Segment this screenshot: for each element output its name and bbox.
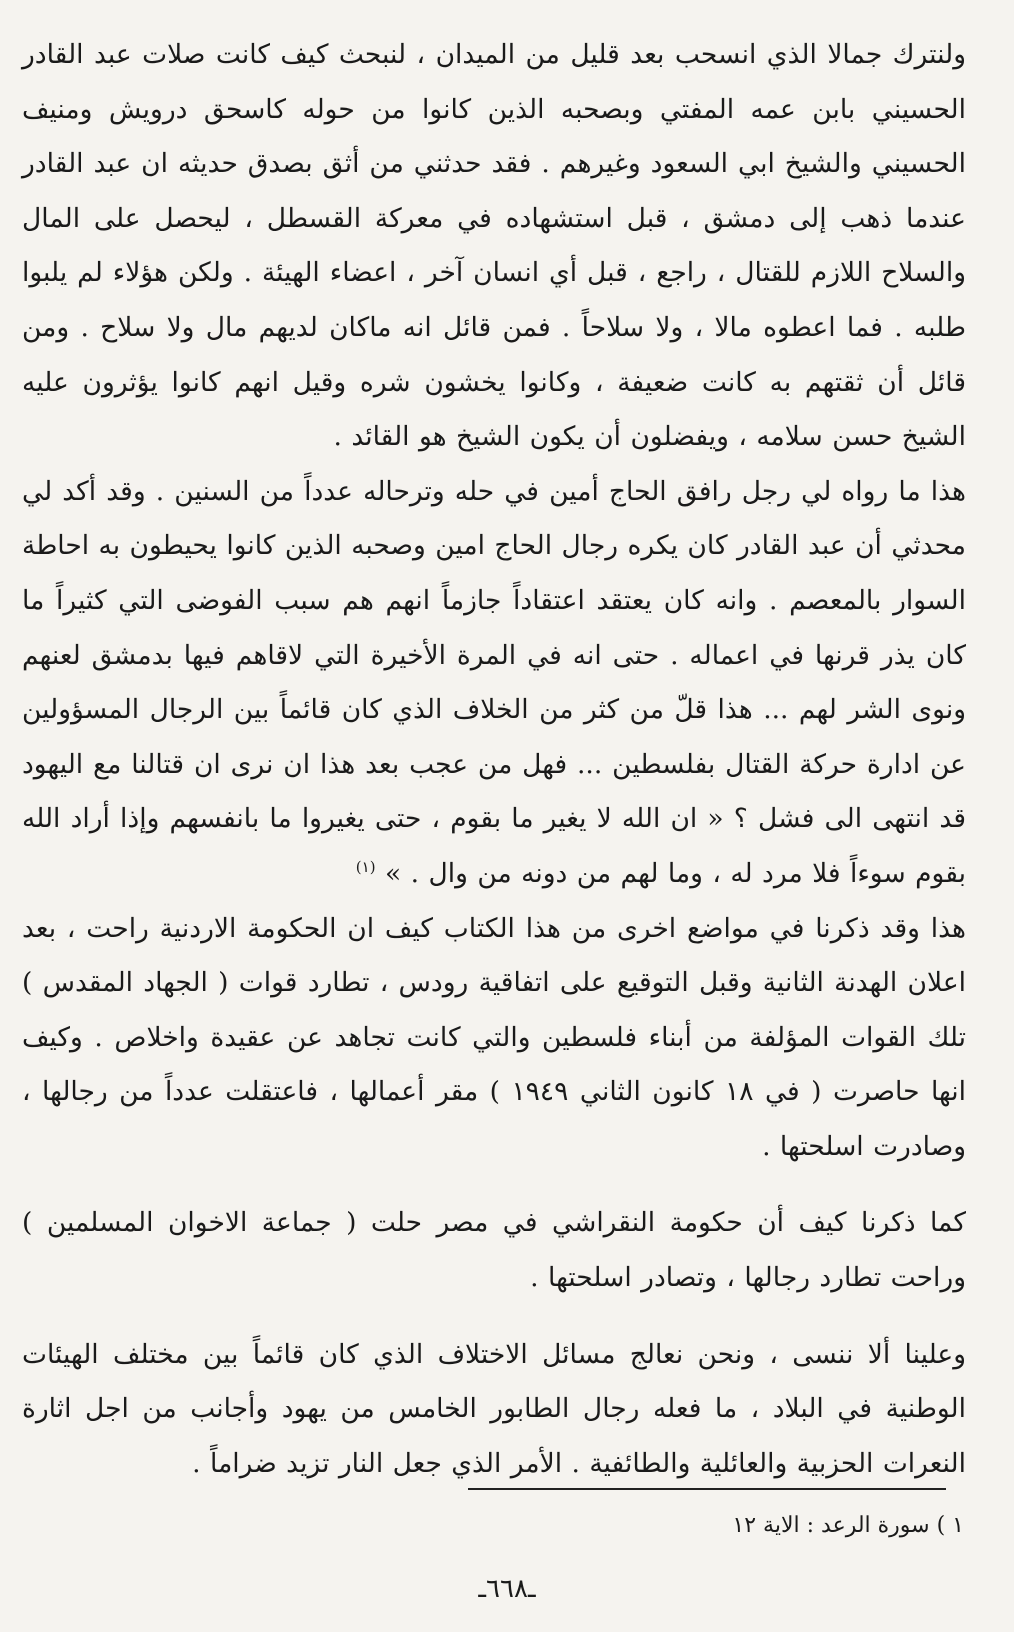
page-number: ـ٦٦٨ـ bbox=[478, 1574, 536, 1604]
paragraph-3: هذا وقد ذكرنا في مواضع اخرى من هذا الكتاب كيف ان الحكومة الاردنية راحت ، بعد اعلان الهدنة الثانية وقبل التوقيع على اتفاقية رودس ، تطارد قوات ( الجهاد المقدس ) تلك القوات المؤلفة من أبناء فلسطين والتي كانت تجاهد عن عقيدة واخلاص . وكيف انها حاصرت ( في ١٨ كانون الثاني ١٩٤٩ ) مقر أعمالها ، فاعتقلت عدداً من رجالها ، وصادرت اسلحتها . bbox=[22, 912, 966, 1162]
paragraph-4: كما ذكرنا كيف أن حكومة النقراشي في مصر حلت ( جماعة الاخوان المسلمين ) وراحت تطارد رجالها ، وتصادر اسلحتها . bbox=[22, 1207, 966, 1294]
paragraph-5: وعلينا ألا ننسى ، ونحن نعالج مسائل الاختلاف الذي كان قائماً بين مختلف الهيئات الوطنية في البلاد ، ما فعله رجال الطابور الخامس من يهود وأجانب من اجل اثارة النعرات الحزبية والعائلية والطائفية . الأمر الذي جعل النار تزيد ضراماً . bbox=[22, 1338, 966, 1479]
footnote-reference: (١) bbox=[355, 858, 376, 877]
footnote-divider bbox=[468, 1488, 946, 1490]
paragraph-2 bbox=[22, 465, 966, 902]
footnote: ١ ) سورة الرعد : الاية ١٢ bbox=[732, 1513, 964, 1538]
paragraph-2-text: هذا ما رواه لي رجل رافق الحاج أمين في حله وترحاله عدداً من السنين . وقد أكد لي محدثي أن عبد القادر كان يكره رجال الحاج امين وصحبه الذين كانوا يحيطون به احاطة السوار بالمعصم . وانه كان يعتقد اعتقاداً جازماً انهم هم سبب الفوضى التي كثيراً ما كان يذر قرنها في اعماله . حتى انه في المرة الأخيرة التي لاقاهم فيها بدمشق لعنهم ونوى الشر لهم ... هذا قلّ من كثر من الخلاف الذي كان قائماً بين الرجال المسؤولين عن ادارة حركة القتال بفلسطين ... فهل من عجب بعد هذا ان نرى ان قتالنا مع اليهود قد انتهى الى فشل ؟ « ان الله لا يغير ما بقوم ، حتى يغيروا ما بانفسهم وإذا أراد الله بقوم سوءاً فلا مرد له ، وما لهم من دونه من وال . » bbox=[22, 475, 966, 889]
paragraph-1: ولنترك جمالا الذي انسحب بعد قليل من الميدان ، لنبحث كيف كانت صلات عبد القادر الحسيني بابن عمه المفتي وبصحبه الذين كانوا من حوله كاسحق درويش ومنيف الحسيني والشيخ ابي السعود وغيرهم . فقد حدثني من أثق بصدق حديثه ان عبد القادر عندما ذهب إلى دمشق ، قبل استشهاده في معركة القسطل ، ليحصل على المال والسلاح اللازم للقتال ، راجع ، قبل أي انسان آخر ، اعضاء الهيئة . ولكن هؤلاء لم يلبوا طلبه . فما اعطوه مالا ، ولا سلاحاً . فمن قائل انه ماكان لديهم مال ولا سلاح . ومن قائل أن ثقتهم به كانت ضعيفة ، وكانوا يخشون شره وقيل انهم كانوا يؤثرون عليه الشيخ حسن سلامه ، ويفضلون أن يكون الشيخ هو القائد . bbox=[22, 39, 966, 453]
body-text bbox=[22, 28, 966, 1491]
